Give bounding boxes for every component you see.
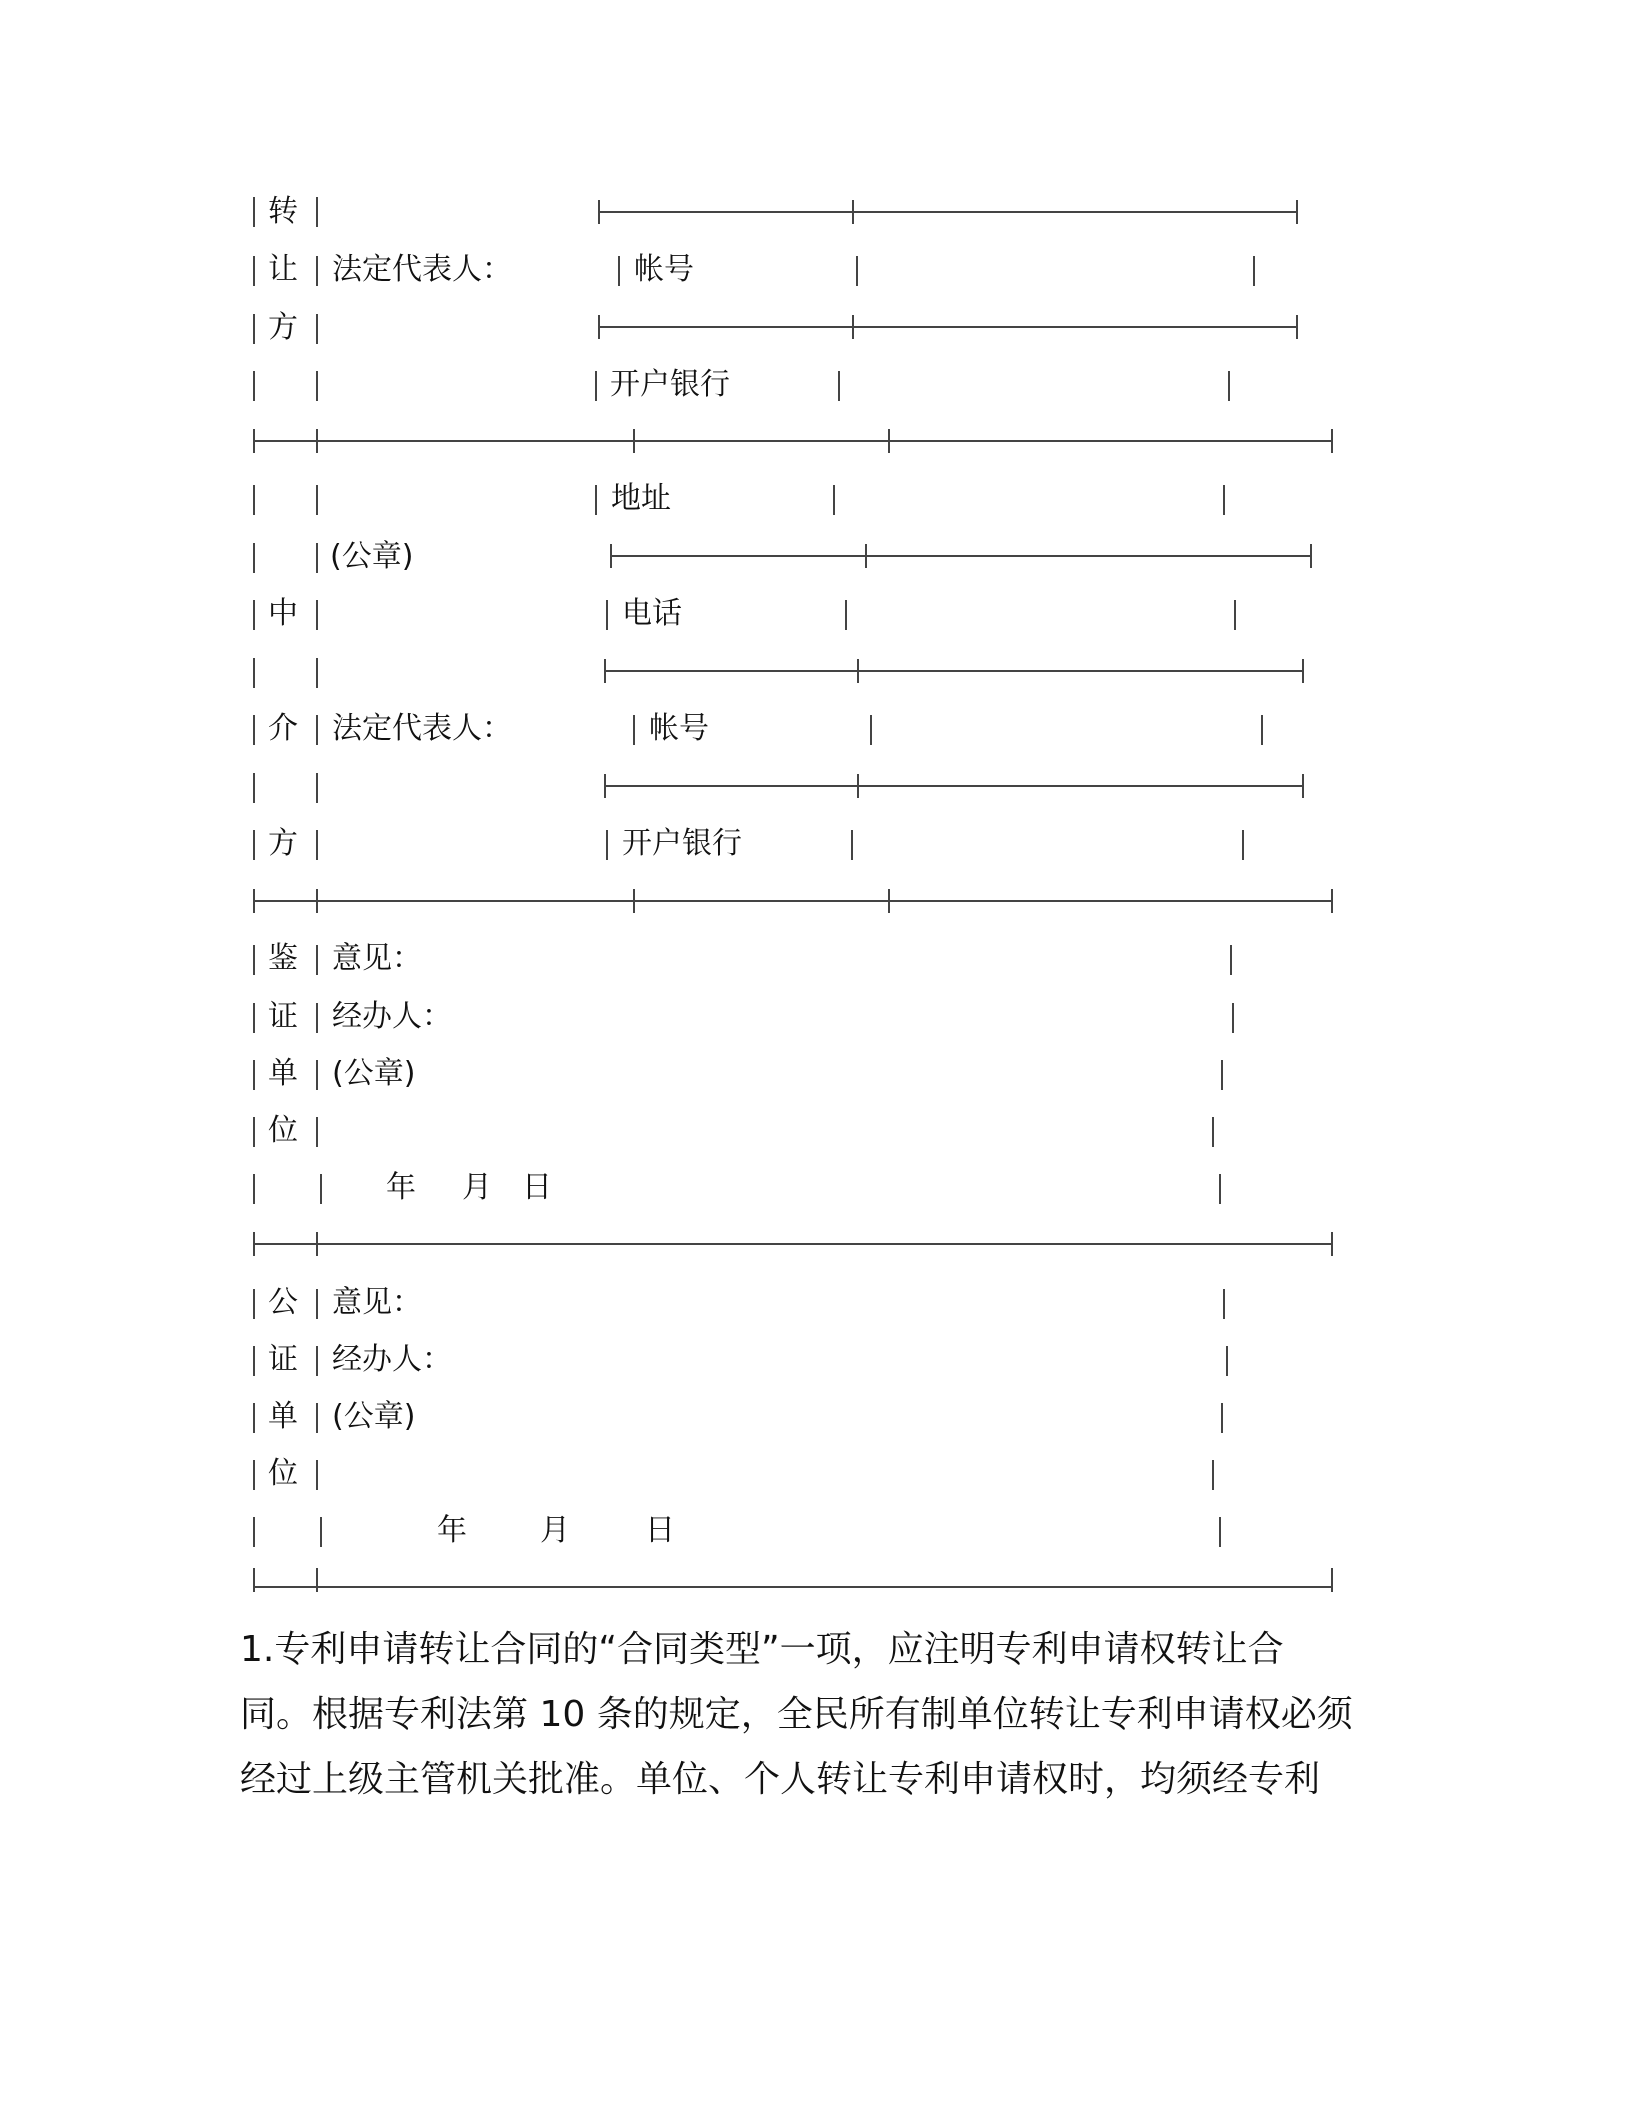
row-border [253, 830, 255, 860]
row-border [595, 485, 597, 515]
legal-rep-label: 法定代表人： [332, 711, 512, 746]
row-border [1261, 715, 1263, 745]
rule-tick [598, 315, 600, 339]
rule-tick [316, 429, 318, 453]
rule-tick [888, 429, 890, 453]
rule-tick [852, 315, 854, 339]
row-border [316, 600, 318, 630]
rule-tick [633, 429, 635, 453]
row-border [1228, 371, 1230, 401]
row-border [316, 1289, 318, 1319]
date-year: 年 [386, 1170, 416, 1205]
rule-tick [1296, 315, 1298, 339]
side-char: 证 [268, 999, 298, 1034]
row-border [253, 1174, 255, 1204]
row-border [1221, 1403, 1223, 1433]
row-border [1232, 1003, 1234, 1033]
handler-label: 经办人： [332, 999, 452, 1034]
rule-tick [852, 200, 854, 224]
row-border [1242, 830, 1244, 860]
row-border [851, 830, 853, 860]
row-border [253, 1517, 255, 1547]
rule-tick [857, 659, 859, 683]
side-char: 单 [268, 1399, 298, 1434]
section-separator [253, 1243, 1333, 1245]
phone-label: 电话 [622, 596, 682, 631]
bank-label: 开户银行 [610, 367, 730, 402]
row-border [253, 256, 255, 286]
address-label: 地址 [611, 481, 671, 516]
note-line: 1.专利申请转让合同的“合同类型”一项，应注明专利申请权转让合 [240, 1629, 1284, 1670]
side-char: 方 [268, 826, 298, 861]
row-border [845, 600, 847, 630]
rule-tick [604, 774, 606, 798]
row-border [838, 371, 840, 401]
row-border [253, 1003, 255, 1033]
date-year: 年 [437, 1513, 467, 1548]
row-border [253, 773, 255, 803]
row-border [316, 197, 318, 227]
row-border [1219, 1174, 1221, 1204]
row-border [316, 1060, 318, 1090]
rule-tick [253, 1232, 255, 1256]
row-border [1219, 1517, 1221, 1547]
seal-label: (公章) [330, 539, 414, 574]
row-border [1234, 600, 1236, 630]
side-char: 介 [268, 711, 298, 746]
rule-tick [1302, 774, 1304, 798]
row-border [253, 197, 255, 227]
rule-tick [888, 889, 890, 913]
date-day: 日 [645, 1513, 675, 1548]
rule-tick [253, 429, 255, 453]
rule-tick [316, 1232, 318, 1256]
date-month: 月 [462, 1170, 492, 1205]
row-border [316, 256, 318, 286]
rule-tick [316, 889, 318, 913]
row-border [253, 1346, 255, 1376]
side-char: 转 [268, 194, 298, 229]
rule-tick [610, 544, 612, 568]
rule-line [604, 785, 1304, 787]
date-day: 日 [522, 1170, 552, 1205]
side-char: 公 [268, 1285, 298, 1320]
row-border [253, 945, 255, 975]
rule-tick [1296, 200, 1298, 224]
section-separator [253, 900, 1333, 902]
side-char: 让 [268, 252, 298, 287]
row-border [856, 256, 858, 286]
row-border [316, 485, 318, 515]
rule-line [598, 326, 1298, 328]
rule-tick [1331, 889, 1333, 913]
rule-line [598, 211, 1298, 213]
row-border [1223, 485, 1225, 515]
seal-label: (公章) [332, 1056, 416, 1091]
row-border [316, 1117, 318, 1147]
row-border [833, 485, 835, 515]
row-border [316, 1003, 318, 1033]
row-border [253, 485, 255, 515]
rule-tick [1310, 544, 1312, 568]
rule-tick [1302, 659, 1304, 683]
row-border [253, 715, 255, 745]
row-border [253, 371, 255, 401]
row-border [1253, 256, 1255, 286]
rule-line [610, 555, 1312, 557]
rule-tick [253, 1568, 255, 1592]
rule-tick [1331, 429, 1333, 453]
row-border [316, 371, 318, 401]
row-border [253, 1460, 255, 1490]
row-border [606, 600, 608, 630]
row-border [633, 715, 635, 745]
row-border [316, 658, 318, 688]
rule-tick [633, 889, 635, 913]
row-border [1212, 1460, 1214, 1490]
row-border [870, 715, 872, 745]
side-char: 鉴 [268, 941, 298, 976]
side-char: 位 [268, 1113, 298, 1148]
row-border [320, 1517, 322, 1547]
side-char: 方 [268, 310, 298, 345]
row-border [316, 830, 318, 860]
row-border [316, 543, 318, 573]
rule-line [604, 670, 1304, 672]
row-border [253, 600, 255, 630]
account-label: 帐号 [634, 252, 694, 287]
seal-label: (公章) [332, 1399, 416, 1434]
row-border [1212, 1117, 1214, 1147]
row-border [253, 1117, 255, 1147]
row-border [1226, 1346, 1228, 1376]
account-label: 帐号 [649, 711, 709, 746]
side-char: 单 [268, 1056, 298, 1091]
row-border [316, 945, 318, 975]
opinion-label: 意见： [332, 1285, 422, 1320]
row-border [253, 314, 255, 344]
rule-tick [604, 659, 606, 683]
note-line: 同。根据专利法第 10 条的规定，全民所有制单位转让专利申请权必须 [240, 1694, 1353, 1735]
row-border [253, 1403, 255, 1433]
row-border [316, 1460, 318, 1490]
opinion-label: 意见： [332, 941, 422, 976]
row-border [595, 371, 597, 401]
row-border [316, 715, 318, 745]
legal-rep-label: 法定代表人： [332, 252, 512, 287]
rule-tick [1331, 1232, 1333, 1256]
row-border [320, 1174, 322, 1204]
row-border [253, 658, 255, 688]
rule-tick [865, 544, 867, 568]
table-bottom-rule [253, 1586, 1333, 1588]
rule-tick [253, 889, 255, 913]
row-border [316, 773, 318, 803]
rule-tick [1331, 1568, 1333, 1592]
row-border [253, 1289, 255, 1319]
row-border [316, 1346, 318, 1376]
bank-label: 开户银行 [622, 826, 742, 861]
side-char: 证 [268, 1342, 298, 1377]
side-char: 位 [268, 1456, 298, 1491]
side-char: 中 [268, 596, 298, 631]
rule-tick [598, 200, 600, 224]
row-border [618, 256, 620, 286]
date-month: 月 [540, 1513, 570, 1548]
row-border [316, 314, 318, 344]
row-border [1223, 1289, 1225, 1319]
row-border [606, 830, 608, 860]
row-border [253, 543, 255, 573]
row-border [253, 1060, 255, 1090]
section-separator [253, 440, 1333, 442]
row-border [316, 1403, 318, 1433]
rule-tick [316, 1568, 318, 1592]
handler-label: 经办人： [332, 1342, 452, 1377]
row-border [1221, 1060, 1223, 1090]
note-line: 经过上级主管机关批准。单位、个人转让专利申请权时，均须经专利 [240, 1759, 1321, 1800]
rule-tick [857, 774, 859, 798]
row-border [1230, 945, 1232, 975]
